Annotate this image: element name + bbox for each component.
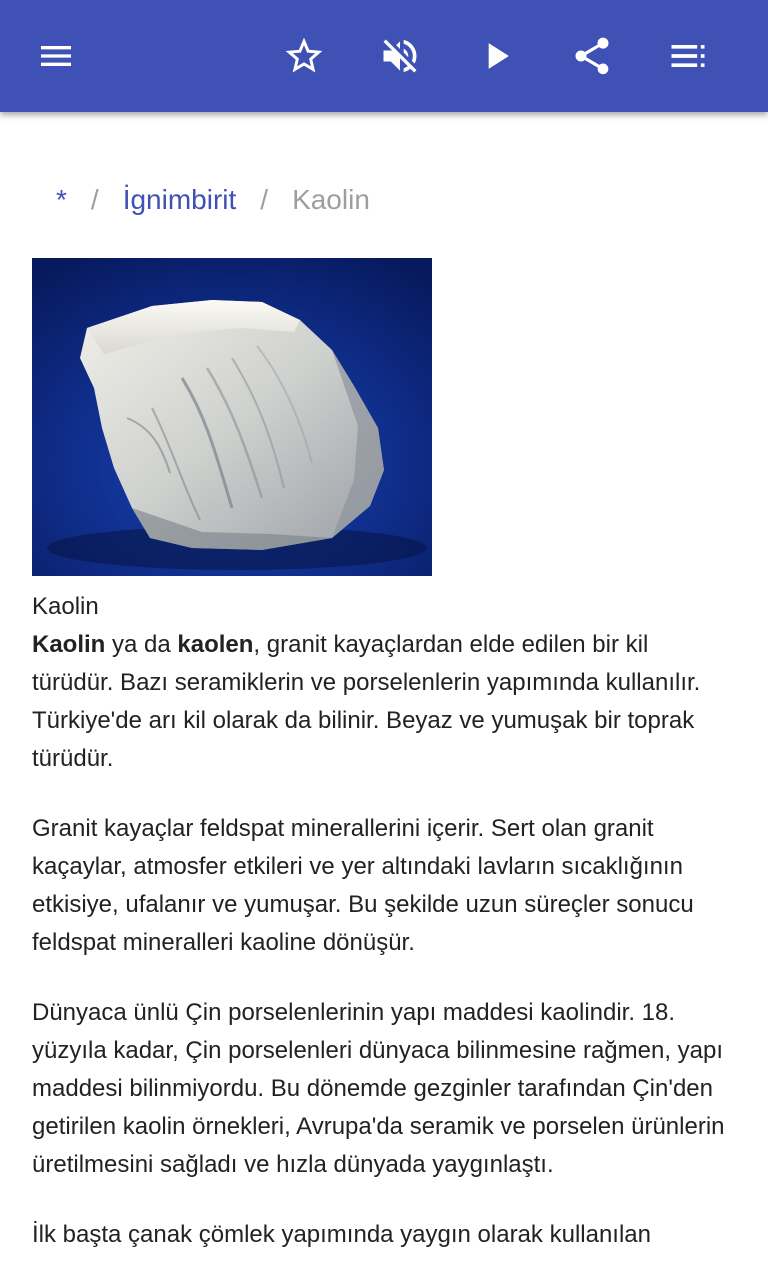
menu-button[interactable] bbox=[24, 24, 88, 88]
article-image bbox=[32, 258, 432, 576]
breadcrumb-separator: / bbox=[260, 184, 269, 215]
star-icon bbox=[282, 34, 326, 78]
bookmark-button[interactable] bbox=[272, 24, 336, 88]
list-icon bbox=[666, 34, 710, 78]
menu-icon bbox=[36, 36, 76, 76]
breadcrumb-current: Kaolin bbox=[292, 184, 370, 215]
share-button[interactable] bbox=[560, 24, 624, 88]
intro-text: ya da bbox=[105, 631, 178, 658]
breadcrumb-home-link[interactable]: * bbox=[56, 184, 67, 215]
breadcrumb-separator: / bbox=[90, 184, 99, 215]
play-button[interactable] bbox=[464, 24, 528, 88]
mute-button[interactable] bbox=[368, 24, 432, 88]
article-paragraph: İlk başta çanak çömlek yapımında yaygın olarak kullanılan bbox=[32, 1221, 651, 1248]
volume-off-icon bbox=[378, 34, 422, 78]
article-content bbox=[32, 588, 736, 1286]
share-icon bbox=[570, 34, 614, 78]
term-kaolin: Kaolin bbox=[32, 631, 106, 658]
play-icon bbox=[474, 34, 518, 78]
breadcrumb bbox=[56, 180, 370, 220]
article-paragraph: Dünyaca ünlü Çin porselenlerinin yapı maddesi kaolindir. 18. yüzyıla kadar, Çin porselenleri dünyaca bilinmesine rağmen, yapı maddesi bilinmiyordu. Bu dönemde gezginler tarafından Çin'den getirilen kaolin örnekleri, Avrupa'da seramik ve porselen ürünlerin üretilmesini sağladı ve hızla dünyada yaygınlaştı. bbox=[32, 999, 725, 1178]
term-kaolen: kaolen bbox=[177, 631, 254, 658]
app-toolbar bbox=[0, 0, 768, 112]
kaolin-rock-photo bbox=[32, 258, 432, 576]
intro-text: , granit kayaçlardan elde edilen bir kil türüdür. Bazı seramiklerin ve porselenlerin yapımında kullanılır. Türkiye'de arı kil olarak da bilinir. Beyaz ve yumuşak bir toprak türüdür. bbox=[32, 631, 701, 772]
intro-paragraph bbox=[32, 626, 736, 778]
image-caption: Kaolin bbox=[32, 593, 99, 620]
article-paragraph: Granit kayaçlar feldspat minerallerini içerir. Sert olan granit kaçaylar, atmosfer etkileri ve yer altındaki lavların sıcaklığının etkisiye, ufalanır ve yumuşar. Bu şekilde uzun süreçler sonucu feldspat mineralleri kaoline dönüşür. bbox=[32, 815, 694, 956]
breadcrumb-parent-link[interactable]: İgnimbirit bbox=[122, 184, 237, 215]
contents-button[interactable] bbox=[656, 24, 720, 88]
